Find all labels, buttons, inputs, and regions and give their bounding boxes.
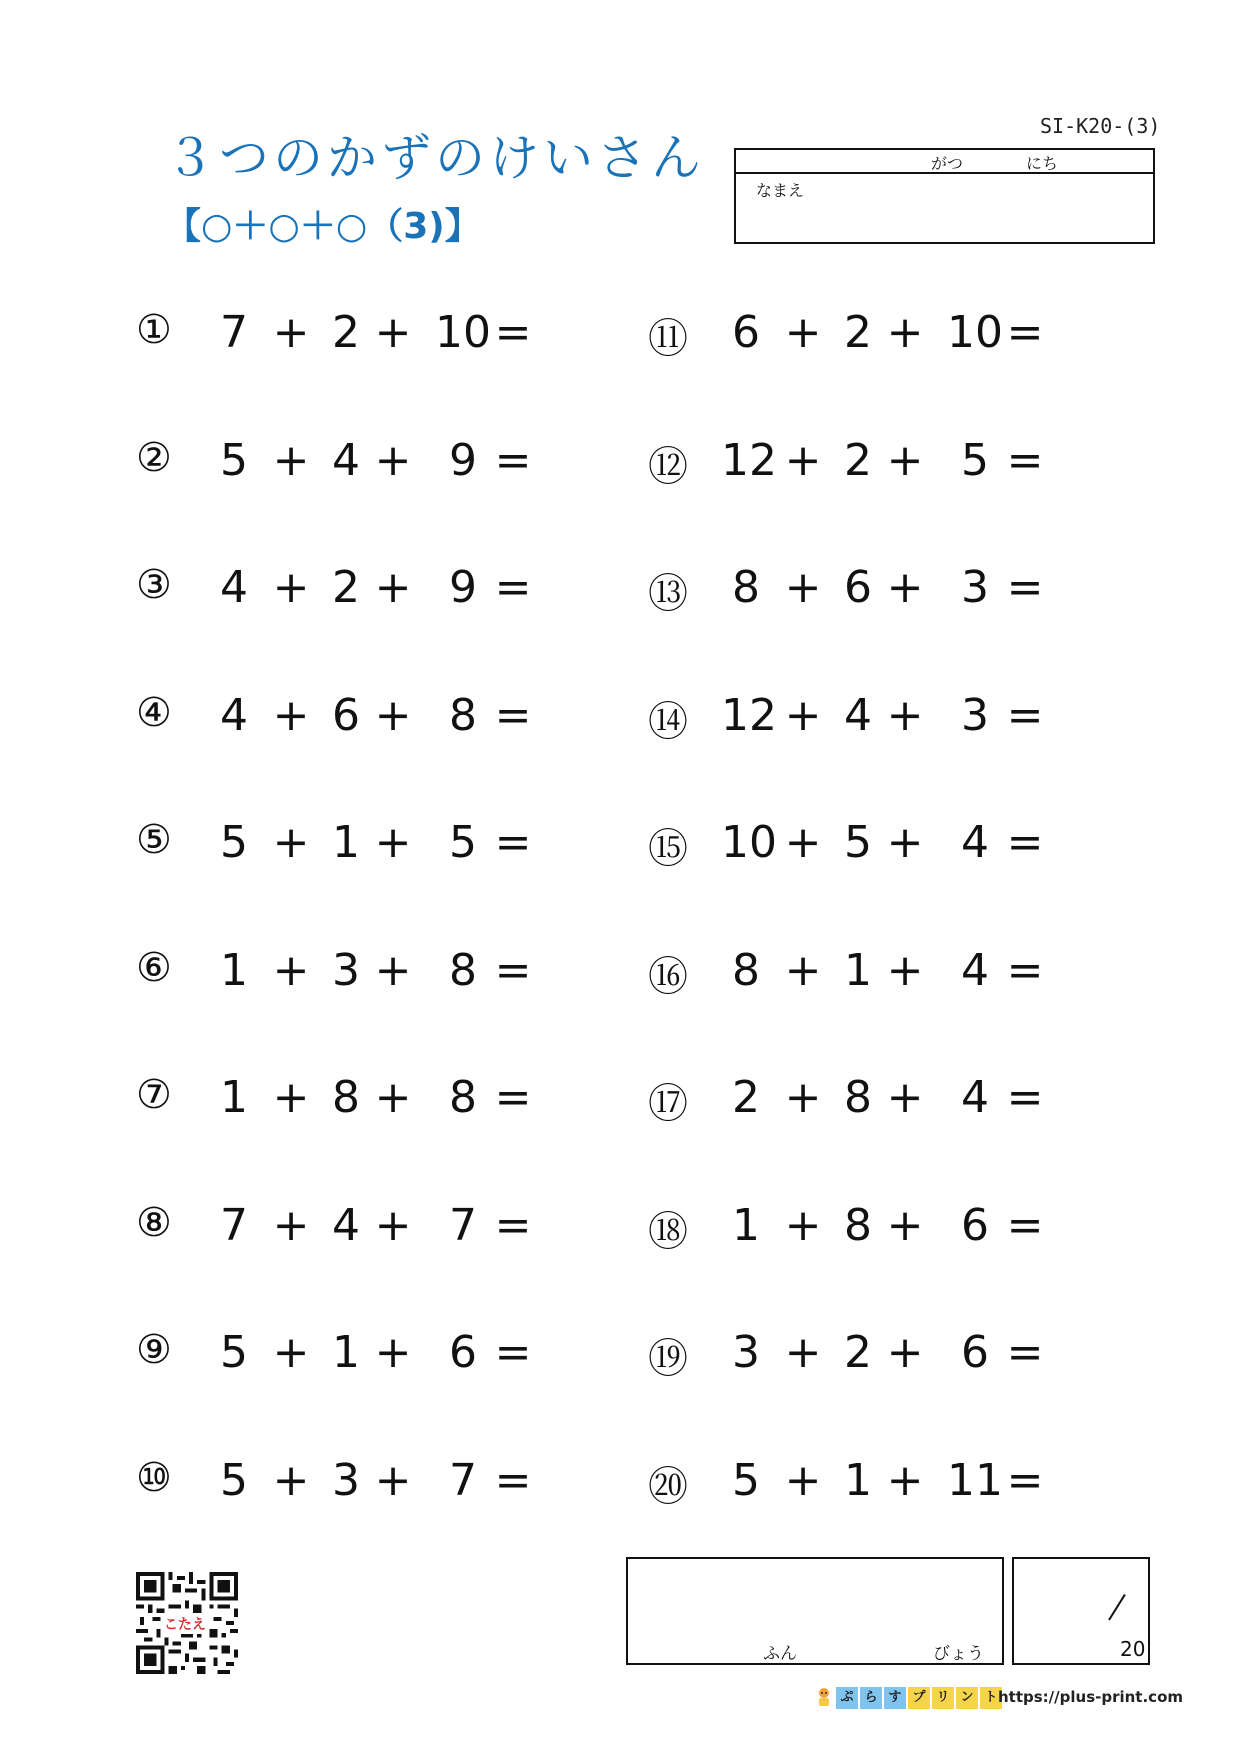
problem-row (648, 1455, 1088, 1515)
problem-number: ⑱ (648, 1208, 688, 1255)
day-label: にち (1026, 154, 1059, 173)
problem-row (648, 307, 1088, 367)
plus-sign: + (272, 1072, 310, 1123)
second-addend: 2 (332, 562, 360, 613)
equals-sign: = (1006, 944, 1044, 996)
first-addend: 5 (220, 434, 248, 486)
first-addend: 7 (220, 307, 248, 358)
plus-sign: + (374, 1199, 412, 1251)
second-addend: 2 (844, 434, 872, 486)
plus-sign: + (784, 562, 822, 613)
worksheet-title: ３つのかずのけいさん (165, 129, 705, 187)
second-addend: 6 (332, 689, 360, 741)
problem-row (136, 307, 576, 367)
equals-sign: = (494, 689, 532, 741)
problem-number: ⑳ (648, 1463, 688, 1510)
problem-number: ⑫ (648, 443, 688, 490)
first-addend: 12 (721, 434, 777, 486)
site-url-link[interactable]: https://plus-print.com (998, 1688, 1184, 1706)
plus-sign: + (886, 689, 924, 741)
problem-row (648, 1327, 1088, 1387)
logo-tile: リ (932, 1687, 954, 1709)
seconds-label: びょう (933, 1644, 984, 1664)
problem-row (136, 690, 576, 750)
first-addend: 1 (732, 1199, 760, 1251)
third-addend: 4 (961, 1072, 989, 1123)
second-addend: 4 (844, 689, 872, 741)
score-total: 20 (1120, 1637, 1146, 1661)
plus-sign: + (374, 817, 412, 868)
date-name-box (734, 148, 1155, 244)
plus-sign: + (886, 434, 924, 486)
third-addend: 8 (449, 944, 477, 996)
second-addend: 3 (332, 944, 360, 996)
logo-tile: ぷ (836, 1687, 858, 1709)
plus-sign: + (886, 1454, 924, 1506)
month-label: がつ (931, 154, 964, 173)
third-addend: 4 (961, 817, 989, 868)
plus-sign: + (272, 944, 310, 996)
first-addend: 1 (220, 1072, 248, 1123)
plus-sign: + (272, 307, 310, 358)
logo-tile: す (884, 1687, 906, 1709)
equals-sign: = (494, 562, 532, 613)
first-addend: 3 (732, 1327, 760, 1378)
problem-number: ⑮ (648, 826, 688, 872)
third-addend: 7 (449, 1454, 477, 1506)
first-addend: 1 (220, 944, 248, 996)
second-addend: 8 (332, 1072, 360, 1123)
second-addend: 1 (332, 817, 360, 868)
first-addend: 8 (732, 562, 760, 613)
second-addend: 2 (332, 307, 360, 358)
third-addend: 5 (449, 817, 477, 868)
plus-sign: + (272, 689, 310, 741)
plus-sign: + (374, 1454, 412, 1506)
problem-number: ⑭ (648, 698, 688, 745)
equals-sign: = (1006, 1327, 1044, 1378)
equals-sign: = (1006, 1072, 1044, 1123)
plus-sign: + (272, 1327, 310, 1378)
second-addend: 2 (844, 1327, 872, 1378)
problem-number: ② (136, 434, 172, 481)
worksheet-subtitle: 【○＋○＋○（3)】 (165, 206, 481, 247)
plus-sign: + (886, 307, 924, 358)
problem-row (648, 817, 1088, 877)
problem-number: ⑬ (648, 571, 688, 617)
logo-tile: ト (980, 1687, 1002, 1709)
first-addend: 12 (721, 689, 777, 741)
equals-sign: = (494, 1072, 532, 1123)
third-addend: 6 (961, 1327, 989, 1378)
mascot-icon (815, 1687, 833, 1707)
first-addend: 4 (220, 562, 248, 613)
problem-number: ⑥ (136, 944, 172, 991)
name-label: なまえ (756, 181, 805, 200)
plus-sign: + (886, 562, 924, 613)
first-addend: 5 (732, 1454, 760, 1506)
problem-row (136, 1200, 576, 1260)
third-addend: 11 (947, 1454, 1003, 1506)
second-addend: 6 (844, 562, 872, 613)
first-addend: 5 (220, 817, 248, 868)
logo-tile: ら (860, 1687, 882, 1709)
third-addend: 9 (449, 562, 477, 613)
problem-row (136, 945, 576, 1005)
equals-sign: = (494, 434, 532, 486)
plus-sign: + (886, 1327, 924, 1378)
plus-sign: + (374, 689, 412, 741)
plus-sign: + (784, 817, 822, 868)
problem-row (136, 1072, 576, 1132)
problem-number: ⑧ (136, 1199, 172, 1246)
plus-sign: + (784, 1327, 822, 1378)
first-addend: 7 (220, 1199, 248, 1251)
plus-sign: + (784, 307, 822, 358)
second-addend: 8 (844, 1199, 872, 1251)
problem-row (136, 1327, 576, 1387)
worksheet-code: SI-K20-(3) (1040, 114, 1161, 138)
problem-row (648, 435, 1088, 495)
third-addend: 9 (449, 434, 477, 486)
equals-sign: = (494, 307, 532, 358)
equals-sign: = (1006, 1454, 1044, 1506)
problem-number: ④ (136, 689, 172, 736)
plus-sign: + (272, 562, 310, 613)
plus-sign: + (886, 944, 924, 996)
problem-row (136, 435, 576, 495)
second-addend: 3 (332, 1454, 360, 1506)
second-addend: 2 (844, 307, 872, 358)
first-addend: 5 (220, 1327, 248, 1378)
plus-sign: + (374, 1072, 412, 1123)
equals-sign: = (494, 1454, 532, 1506)
second-addend: 4 (332, 1199, 360, 1251)
score-slash (1108, 1594, 1126, 1621)
third-addend: 6 (449, 1327, 477, 1378)
equals-sign: = (494, 1199, 532, 1251)
equals-sign: = (494, 817, 532, 868)
problem-row (648, 562, 1088, 622)
plus-sign: + (374, 434, 412, 486)
answer-qr-label: こたえ (162, 1614, 208, 1634)
second-addend: 5 (844, 817, 872, 868)
problem-row (648, 945, 1088, 1005)
equals-sign: = (494, 1327, 532, 1378)
equals-sign: = (1006, 434, 1044, 486)
problem-number: ③ (136, 562, 172, 608)
second-addend: 1 (332, 1327, 360, 1378)
first-addend: 5 (220, 1454, 248, 1506)
date-row (736, 150, 1153, 174)
plus-print-logo (815, 1685, 1004, 1709)
plus-sign: + (374, 562, 412, 613)
first-addend: 4 (220, 689, 248, 741)
plus-sign: + (784, 1454, 822, 1506)
problem-number: ⑰ (648, 1081, 688, 1127)
problem-row (648, 690, 1088, 750)
plus-sign: + (272, 1454, 310, 1506)
problem-number: ⑪ (648, 316, 688, 362)
second-addend: 1 (844, 944, 872, 996)
plus-sign: + (886, 817, 924, 868)
equals-sign: = (1006, 689, 1044, 741)
first-addend: 10 (721, 817, 777, 868)
third-addend: 4 (961, 944, 989, 996)
third-addend: 8 (449, 1072, 477, 1123)
plus-sign: + (784, 1072, 822, 1123)
minutes-label: ふん (763, 1644, 797, 1664)
plus-sign: + (886, 1199, 924, 1251)
problem-number: ⑦ (136, 1072, 172, 1118)
second-addend: 8 (844, 1072, 872, 1123)
plus-sign: + (272, 434, 310, 486)
third-addend: 10 (435, 307, 491, 358)
problem-row (136, 562, 576, 622)
plus-sign: + (784, 944, 822, 996)
equals-sign: = (494, 944, 532, 996)
equals-sign: = (1006, 817, 1044, 868)
third-addend: 3 (961, 562, 989, 613)
problem-number: ⑨ (136, 1327, 172, 1373)
problem-number: ⑯ (648, 953, 688, 1000)
plus-sign: + (886, 1072, 924, 1123)
plus-sign: + (374, 1327, 412, 1378)
third-addend: 7 (449, 1199, 477, 1251)
logo-tile: ン (956, 1687, 978, 1709)
problem-number: ① (136, 307, 172, 353)
plus-sign: + (784, 1199, 822, 1251)
plus-sign: + (272, 1199, 310, 1251)
second-addend: 4 (332, 434, 360, 486)
problem-number: ⑲ (648, 1336, 688, 1382)
plus-sign: + (784, 434, 822, 486)
equals-sign: = (1006, 307, 1044, 358)
third-addend: 8 (449, 689, 477, 741)
problem-row (648, 1200, 1088, 1260)
second-addend: 1 (844, 1454, 872, 1506)
problem-number: ⑩ (136, 1454, 172, 1501)
first-addend: 8 (732, 944, 760, 996)
problem-row (136, 1455, 576, 1515)
plus-sign: + (374, 944, 412, 996)
third-addend: 6 (961, 1199, 989, 1251)
equals-sign: = (1006, 1199, 1044, 1251)
plus-sign: + (272, 817, 310, 868)
problem-row (136, 817, 576, 877)
problem-row (648, 1072, 1088, 1132)
problem-number: ⑤ (136, 817, 172, 863)
third-addend: 5 (961, 434, 989, 486)
logo-tile: プ (908, 1687, 930, 1709)
first-addend: 2 (732, 1072, 760, 1123)
plus-sign: + (374, 307, 412, 358)
plus-sign: + (784, 689, 822, 741)
logo-tiles (836, 1686, 1004, 1709)
first-addend: 6 (732, 307, 760, 358)
third-addend: 3 (961, 689, 989, 741)
third-addend: 10 (947, 307, 1003, 358)
time-box (626, 1557, 1004, 1665)
score-box (1012, 1557, 1150, 1665)
equals-sign: = (1006, 562, 1044, 613)
